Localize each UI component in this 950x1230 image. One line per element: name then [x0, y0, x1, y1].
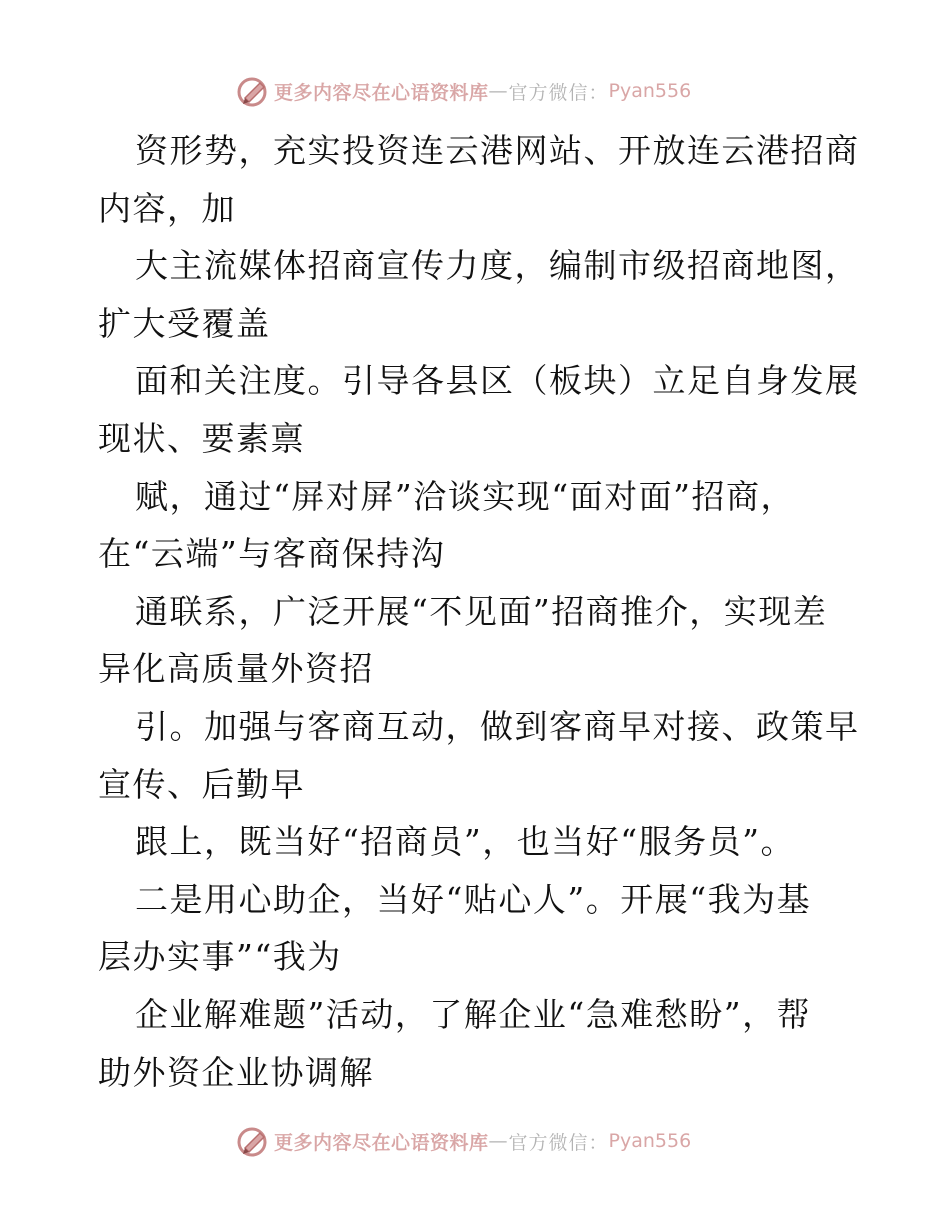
text-line: 层办实事”“我为 — [98, 937, 342, 977]
text-line: 异化高质量外资招 — [98, 649, 374, 689]
text-line: 通联系，广泛开展“不见面”招商推介，实现差 — [135, 591, 828, 631]
text-line: 跟上，既当好“招商员”，也当好“服务员”。 — [135, 822, 795, 862]
text-line: 面和关注度。引导各县区（板块）立足自身发展 — [135, 361, 860, 401]
text-line: 助外资企业协调解 — [98, 1052, 374, 1092]
text-line: 赋，通过“屏对屏”洽谈实现“面对面”招商， — [135, 476, 795, 516]
watermark-left-text: 更多内容尽在心语资料库 — [274, 1131, 489, 1154]
text-line: 企业解难题”活动，了解企业“急难愁盼”，帮 — [135, 994, 812, 1034]
watermark-footer — [236, 1124, 691, 1158]
watermark-wechat-id: Pyan556 — [608, 1130, 692, 1152]
watermark-dash: — — [488, 80, 509, 102]
text-line: 引。加强与客商互动，做到客商早对接、政策早 — [135, 706, 860, 746]
text-line: 宣传、后勤早 — [98, 764, 305, 804]
text-line: 二是用心助企，当好“贴心人”。开展“我为基 — [135, 879, 812, 919]
text-line: 资形势，充实投资连云港网站、开放连云港招商 — [135, 131, 860, 170]
document-body — [98, 122, 858, 1101]
text-line: 现状、要素禀 — [98, 418, 305, 458]
watermark-dash: — — [488, 1130, 509, 1152]
pen-logo-icon — [236, 74, 270, 108]
text-line: 在“云端”与客商保持沟 — [98, 534, 446, 574]
watermark-right-text: 官方微信： — [508, 1131, 609, 1154]
text-line: 大主流媒体招商宣传力度，编制市级招商地图， — [135, 246, 860, 286]
pen-logo-icon — [236, 1124, 270, 1158]
watermark-right-text: 官方微信： — [508, 81, 609, 104]
watermark-wechat-id: Pyan556 — [608, 80, 692, 102]
text-line: 扩大受覆盖 — [98, 303, 271, 343]
watermark-header — [236, 74, 691, 108]
watermark-left-text: 更多内容尽在心语资料库 — [274, 81, 489, 104]
text-line: 内容，加 — [98, 188, 236, 228]
